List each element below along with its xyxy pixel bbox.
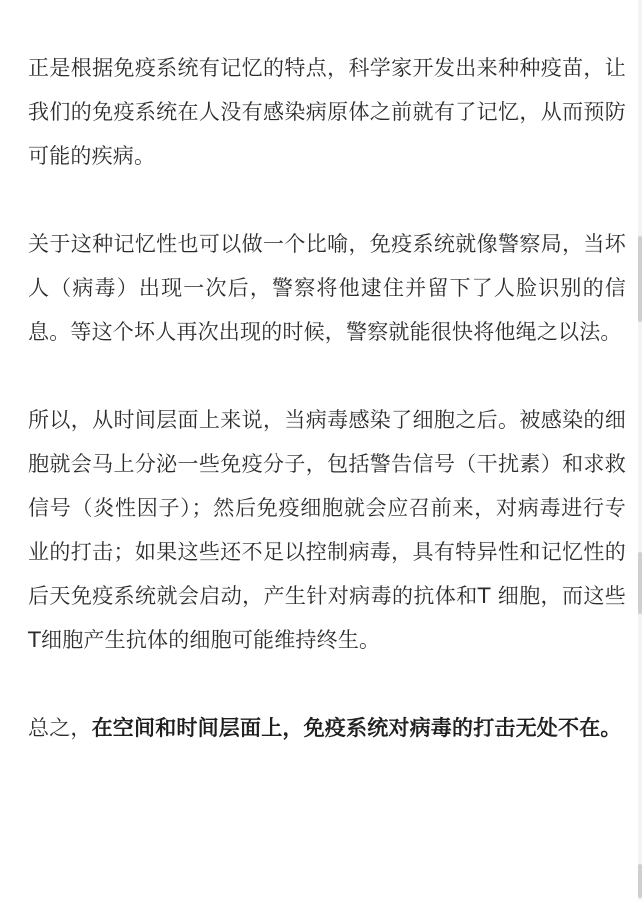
article-body: [28, 46, 626, 750]
scrollbar-thumb[interactable]: [638, 552, 642, 614]
scrollbar-track[interactable]: [638, 0, 642, 900]
paragraph-time-dimension: 所以，从时间层面上来说，当病毒感染了细胞之后。被感染的细胞就会马上分泌一些免疫分子，包括警告信号（干扰素）和求救信号（炎性因子）；然后免疫细胞就会应召前来，对病毒进行专业的打击；如果这些还不足以控制病毒，具有特异性和记忆性的后天免疫系统就会启动，产生针对病毒的抗体和T 细胞，而这些T细胞产生抗体的细胞可能维持终生。: [28, 408, 626, 652]
paragraph-conclusion: [28, 706, 626, 750]
conclusion-emphasis: 在空间和时间层面上，免疫系统对病毒的打击无处不在。: [91, 716, 622, 740]
paragraph-vaccine-memory: 正是根据免疫系统有记忆的特点，科学家开发出来种种疫苗，让我们的免疫系统在人没有感染病原体之前就有了记忆，从而预防可能的疾病。: [28, 56, 626, 168]
paragraph-police-analogy: 关于这种记忆性也可以做一个比喻，免疫系统就像警察局，当坏人（病毒）出现一次后，警察将他逮住并留下了人脸识别的信息。等这个坏人再次出现的时候，警察就能很快将他绳之以法。: [28, 232, 626, 344]
scrollbar-thumb[interactable]: [638, 236, 642, 322]
conclusion-lead: 总之，: [28, 716, 92, 740]
scrollbar-thumb[interactable]: [638, 864, 642, 898]
